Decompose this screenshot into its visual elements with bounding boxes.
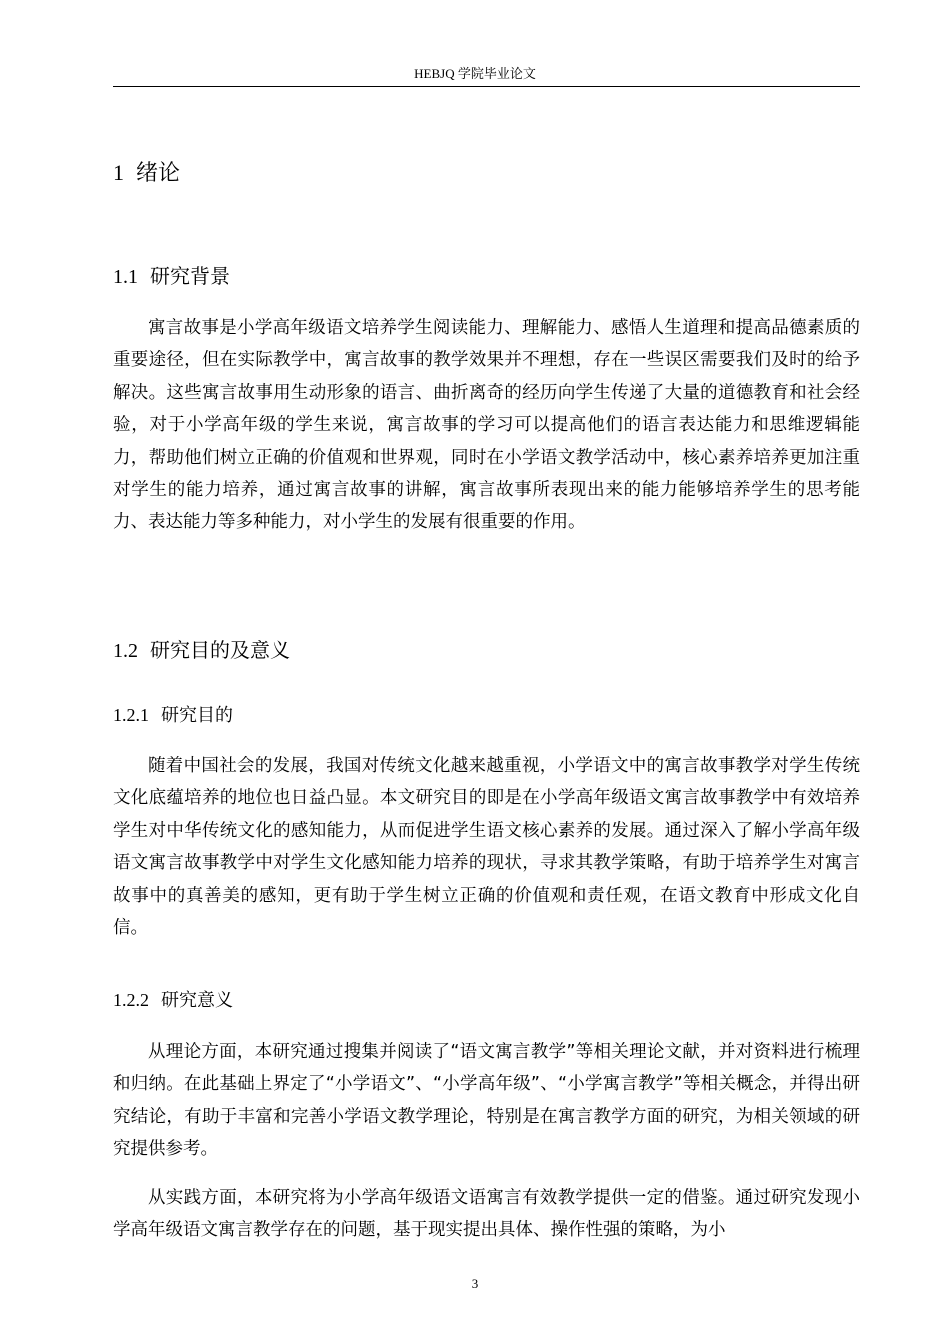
meaning-theory-paragraph: 从理论方面，本研究通过搜集并阅读了“语文寓言教学”等相关理论文献，并对资料进行梳理和归纳。在此基础上界定了“小学语文”、“小学高年级”、“小学寓言教学”等相关概念，并得出研究结论，有助于丰富和完善小学语文教学理论，特别是在寓言教学方面的研究，为相关领域的研究提供参考。 (113, 1042, 860, 1160)
section-title: 研究目的及意义 (150, 638, 290, 662)
meaning-practice-paragraph: 从实践方面，本研究将为小学高年级语文语寓言有效教学提供一定的借鉴。通过研究发现小学高年级语文寓言教学存在的问题，基于现实提出具体、操作性强的策略，为小 (113, 1188, 860, 1241)
section-heading-background (113, 262, 230, 291)
section-title: 研究背景 (150, 264, 230, 288)
chapter-number: 1 (113, 160, 124, 185)
background-paragraph: 寓言故事是小学高年级语文培养学生阅读能力、理解能力、感悟人生道理和提高品德素质的重要途径，但在实际教学中，寓言故事的教学效果并不理想，存在一些误区需要我们及时的给予解决。这些寓言故事用生动形象的语言、曲折离奇的经历向学生传递了大量的道德教育和社会经验，对于小学高年级的学生来说，寓言故事的学习可以提高他们的语言表达能力和思维逻辑能力，帮助他们树立正确的价值观和世界观，同时在小学语文教学活动中，核心素养培养更加注重对学生的能力培养，通过寓言故事的讲解，寓言故事所表现出来的能力能够培养学生的思考能力、表达能力等多种能力，对小学生的发展有很重要的作用。 (113, 318, 860, 533)
chapter-heading (113, 158, 180, 189)
subsection-number: 1.2.1 (113, 705, 149, 725)
running-header: HEBJQ 学院毕业论文 (414, 66, 536, 81)
chapter-title: 绪论 (136, 161, 181, 186)
subsection-heading-purpose (113, 702, 233, 729)
section-number: 1.2 (113, 640, 138, 662)
section-number: 1.1 (113, 266, 138, 288)
subsection-heading-meaning (113, 987, 233, 1014)
subsection-title: 研究意义 (161, 990, 233, 1011)
section-heading-purpose-meaning (113, 636, 290, 665)
subsection-number: 1.2.2 (113, 990, 149, 1010)
purpose-paragraph: 随着中国社会的发展，我国对传统文化越来越重视，小学语文中的寓言故事教学对学生传统文化底蕴培养的地位也日益凸显。本文研究目的即是在小学高年级语文寓言故事教学中有效培养学生对中华传统文化的感知能力，从而促进学生语文核心素养的发展。通过深入了解小学高年级语文寓言故事教学中对学生文化感知能力培养的现状，寻求其教学策略，有助于培养学生对寓言故事中的真善美的感知，更有助于学生树立正确的价值观和责任观，在语文教育中形成文化自信。 (113, 756, 860, 939)
subsection-title: 研究目的 (161, 705, 233, 726)
header-divider (113, 86, 860, 87)
page-number: 3 (471, 1276, 479, 1291)
